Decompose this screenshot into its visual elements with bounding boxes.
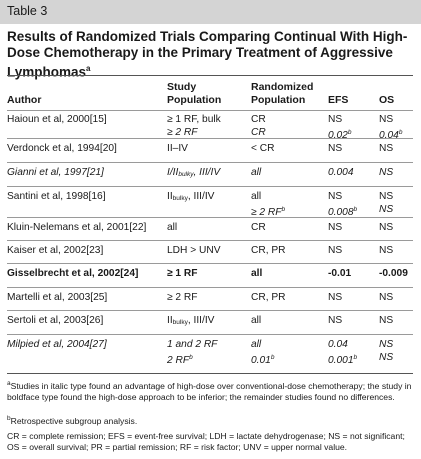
os-cell bbox=[379, 204, 393, 217]
study-text: 2 RF bbox=[167, 354, 190, 366]
efs-value: 0.008 bbox=[328, 206, 354, 218]
study-subscript: bulky bbox=[172, 195, 188, 202]
author-text: Martelli et al, 2003[25] bbox=[7, 292, 108, 303]
table-title bbox=[7, 29, 417, 81]
study-text-suffix: , III/IV bbox=[193, 167, 221, 178]
randomized-text: all bbox=[251, 339, 262, 350]
author-cell bbox=[7, 167, 104, 180]
randomized-population-cell bbox=[251, 222, 266, 235]
study-text: ≥ 1 RF bbox=[167, 268, 198, 279]
efs-footnote-mark: b bbox=[353, 205, 358, 213]
footnote-a-text: Studies in italic type found an advantage of high-dose over conventional-dose chemotherapy; the study in boldface type found the high-dose approach to be inferior; the remainder studies found no differences. bbox=[7, 381, 412, 402]
randomized-population-cell bbox=[251, 167, 261, 180]
efs-cell bbox=[328, 315, 342, 328]
randomized-text: CR bbox=[251, 114, 266, 125]
os-value: 0.04 bbox=[379, 129, 399, 141]
study-text: I/II bbox=[167, 167, 179, 178]
header-author: Author bbox=[7, 94, 42, 106]
os-cell bbox=[379, 167, 393, 180]
os-cell bbox=[379, 143, 393, 156]
randomized-population-cell bbox=[251, 114, 266, 127]
study-text: 1 and 2 RF bbox=[167, 339, 218, 350]
header-randomized-line2: Population bbox=[251, 94, 306, 106]
header-efs: EFS bbox=[328, 94, 349, 106]
row-divider bbox=[7, 310, 413, 311]
study-text: ≥ 2 RF bbox=[167, 292, 198, 303]
author-text: Gianni et al, 1997[21] bbox=[7, 167, 104, 178]
table-label: Table 3 bbox=[7, 4, 48, 18]
study-population-cell bbox=[167, 339, 217, 352]
table-bottom-rule bbox=[7, 373, 413, 374]
efs-cell bbox=[328, 352, 357, 368]
os-footnote-mark: b bbox=[398, 128, 403, 136]
efs-cell bbox=[328, 127, 351, 143]
efs-value: NS bbox=[328, 114, 343, 125]
efs-cell bbox=[328, 167, 354, 180]
footnote-a-mark: a bbox=[7, 380, 11, 387]
efs-cell bbox=[328, 191, 342, 204]
efs-cell bbox=[328, 245, 342, 258]
author-cell bbox=[7, 245, 103, 258]
row-divider bbox=[7, 186, 413, 187]
randomized-text: all bbox=[251, 268, 263, 279]
os-value: NS bbox=[379, 203, 394, 215]
author-cell bbox=[7, 268, 138, 281]
os-value: NS bbox=[379, 143, 394, 154]
study-text: LDH > UNV bbox=[167, 245, 221, 256]
os-cell bbox=[379, 292, 393, 305]
randomized-population-cell bbox=[251, 352, 274, 368]
author-cell bbox=[7, 339, 107, 352]
efs-cell bbox=[328, 339, 348, 352]
randomized-text: all bbox=[251, 191, 262, 202]
efs-value: 0.004 bbox=[328, 167, 354, 178]
header-randomized-line1: Randomized bbox=[251, 81, 314, 93]
os-cell bbox=[379, 315, 393, 328]
study-population-cell bbox=[167, 114, 221, 127]
header-study-population bbox=[167, 81, 221, 107]
efs-value: NS bbox=[328, 315, 343, 326]
efs-cell bbox=[328, 292, 342, 305]
os-cell bbox=[379, 352, 393, 365]
title-footnote-mark: a bbox=[86, 64, 91, 73]
randomized-population-cell bbox=[251, 339, 261, 352]
os-value: NS bbox=[379, 339, 394, 350]
efs-cell bbox=[328, 114, 342, 127]
os-value: NS bbox=[379, 351, 394, 363]
randomized-text: all bbox=[251, 167, 262, 178]
author-text: Gisselbrecht et al, 2002[24] bbox=[7, 268, 139, 279]
randomized-text: < CR bbox=[251, 143, 275, 154]
study-population-cell bbox=[167, 191, 214, 206]
author-cell bbox=[7, 143, 117, 156]
author-cell bbox=[7, 191, 106, 204]
efs-value: NS bbox=[328, 222, 343, 233]
header-study-line1: Study bbox=[167, 81, 197, 93]
author-text: Sertoli et al, 2003[26] bbox=[7, 315, 104, 326]
author-text: Kaiser et al, 2002[23] bbox=[7, 245, 104, 256]
efs-value: 0.001 bbox=[328, 354, 354, 366]
os-cell bbox=[379, 339, 393, 352]
study-text: II bbox=[167, 315, 173, 326]
randomized-text: ≥ 2 RF bbox=[251, 206, 282, 218]
footnote-a bbox=[7, 378, 415, 403]
randomized-population-cell bbox=[251, 292, 286, 305]
efs-cell bbox=[328, 222, 342, 235]
os-cell bbox=[379, 245, 393, 258]
os-value: -0.009 bbox=[379, 268, 408, 279]
randomized-footnote-mark: b bbox=[270, 353, 275, 361]
author-cell bbox=[7, 315, 103, 328]
author-cell bbox=[7, 222, 146, 235]
study-population-cell bbox=[167, 352, 193, 368]
study-text-suffix: , III/IV bbox=[187, 315, 215, 326]
row-divider bbox=[7, 240, 413, 241]
efs-value: -0.01 bbox=[328, 268, 352, 279]
os-value: NS bbox=[379, 292, 394, 303]
efs-value: 0.02 bbox=[328, 129, 348, 141]
randomized-footnote-mark: b bbox=[281, 205, 286, 213]
os-cell bbox=[379, 127, 402, 143]
author-cell bbox=[7, 114, 107, 127]
header-top-rule bbox=[7, 75, 413, 76]
row-divider bbox=[7, 138, 413, 139]
study-population-cell bbox=[167, 143, 188, 156]
header-randomized-population bbox=[251, 81, 313, 107]
efs-value: NS bbox=[328, 143, 343, 154]
efs-value: NS bbox=[328, 245, 343, 256]
os-value: NS bbox=[379, 167, 394, 178]
author-text: Kluin-Nelemans et al, 2001[22] bbox=[7, 222, 147, 233]
randomized-population-cell bbox=[251, 315, 261, 328]
author-cell bbox=[7, 292, 107, 305]
randomized-text: CR bbox=[251, 126, 266, 138]
row-divider bbox=[7, 334, 413, 335]
study-text: all bbox=[167, 222, 178, 233]
author-text: Santini et al, 1998[16] bbox=[7, 191, 106, 202]
os-cell bbox=[379, 268, 408, 281]
randomized-text: CR, PR bbox=[251, 245, 286, 256]
os-value: NS bbox=[379, 191, 394, 202]
row-divider bbox=[7, 217, 413, 218]
study-population-cell bbox=[167, 245, 221, 258]
study-text-suffix: , III/IV bbox=[187, 191, 215, 202]
randomized-population-cell bbox=[251, 245, 286, 258]
study-text: ≥ 1 RF, bulk bbox=[167, 114, 221, 125]
os-value: NS bbox=[379, 315, 394, 326]
os-cell bbox=[379, 191, 393, 204]
study-subscript: bulky bbox=[178, 171, 194, 178]
os-value: NS bbox=[379, 114, 394, 125]
os-cell bbox=[379, 114, 393, 127]
study-population-cell bbox=[167, 315, 214, 330]
header-study-line2: Population bbox=[167, 94, 222, 106]
study-text: ≥ 2 RF bbox=[167, 126, 198, 138]
os-value: NS bbox=[379, 245, 394, 256]
randomized-text: CR bbox=[251, 222, 266, 233]
randomized-population-cell bbox=[251, 143, 275, 156]
study-text: II–IV bbox=[167, 143, 188, 154]
efs-value: 0.04 bbox=[328, 339, 348, 350]
author-text: Milpied et al, 2004[27] bbox=[7, 339, 107, 350]
study-text: II bbox=[167, 191, 173, 202]
efs-footnote-mark: b bbox=[347, 128, 352, 136]
author-text: Verdonck et al, 1994[20] bbox=[7, 143, 117, 154]
study-population-cell bbox=[167, 167, 220, 182]
randomized-text: all bbox=[251, 315, 262, 326]
header-os: OS bbox=[379, 94, 395, 106]
row-divider bbox=[7, 287, 413, 288]
row-divider bbox=[7, 162, 413, 163]
efs-footnote-mark: b bbox=[353, 353, 358, 361]
footnote-b bbox=[7, 413, 415, 427]
study-population-cell bbox=[167, 292, 198, 305]
footnote-b-mark: b bbox=[7, 415, 11, 422]
footnote-b-text: Retrospective subgroup analysis. bbox=[10, 416, 138, 426]
efs-value: NS bbox=[328, 191, 343, 202]
randomized-text: CR, PR bbox=[251, 292, 286, 303]
author-text: Haioun et al, 2000[15] bbox=[7, 114, 107, 125]
row-divider bbox=[7, 263, 413, 264]
study-subscript: bulky bbox=[172, 319, 188, 326]
table-title-text: Results of Randomized Trials Comparing Continual With High-Dose Chemotherapy in the Primary Treatment of Aggressive Lymphomas bbox=[7, 29, 408, 80]
table-label-bar bbox=[0, 0, 421, 24]
efs-cell bbox=[328, 268, 351, 281]
randomized-population-cell bbox=[251, 268, 262, 281]
header-bottom-rule bbox=[7, 110, 413, 111]
os-value: NS bbox=[379, 222, 394, 233]
study-footnote-mark: b bbox=[189, 353, 193, 361]
randomized-population-cell bbox=[251, 191, 261, 204]
study-population-cell bbox=[167, 268, 198, 281]
footnote-abbreviations: CR = complete remission; EFS = event-free survival; LDH = lactate dehydrogenase; NS = not significant; OS = overall survival; PR = partial remission; RF = risk factor; UNV = upper normal value. bbox=[7, 431, 405, 452]
os-cell bbox=[379, 222, 393, 235]
efs-value: NS bbox=[328, 292, 343, 303]
efs-cell bbox=[328, 143, 342, 156]
randomized-text: 0.01 bbox=[251, 354, 271, 366]
study-population-cell bbox=[167, 222, 177, 235]
